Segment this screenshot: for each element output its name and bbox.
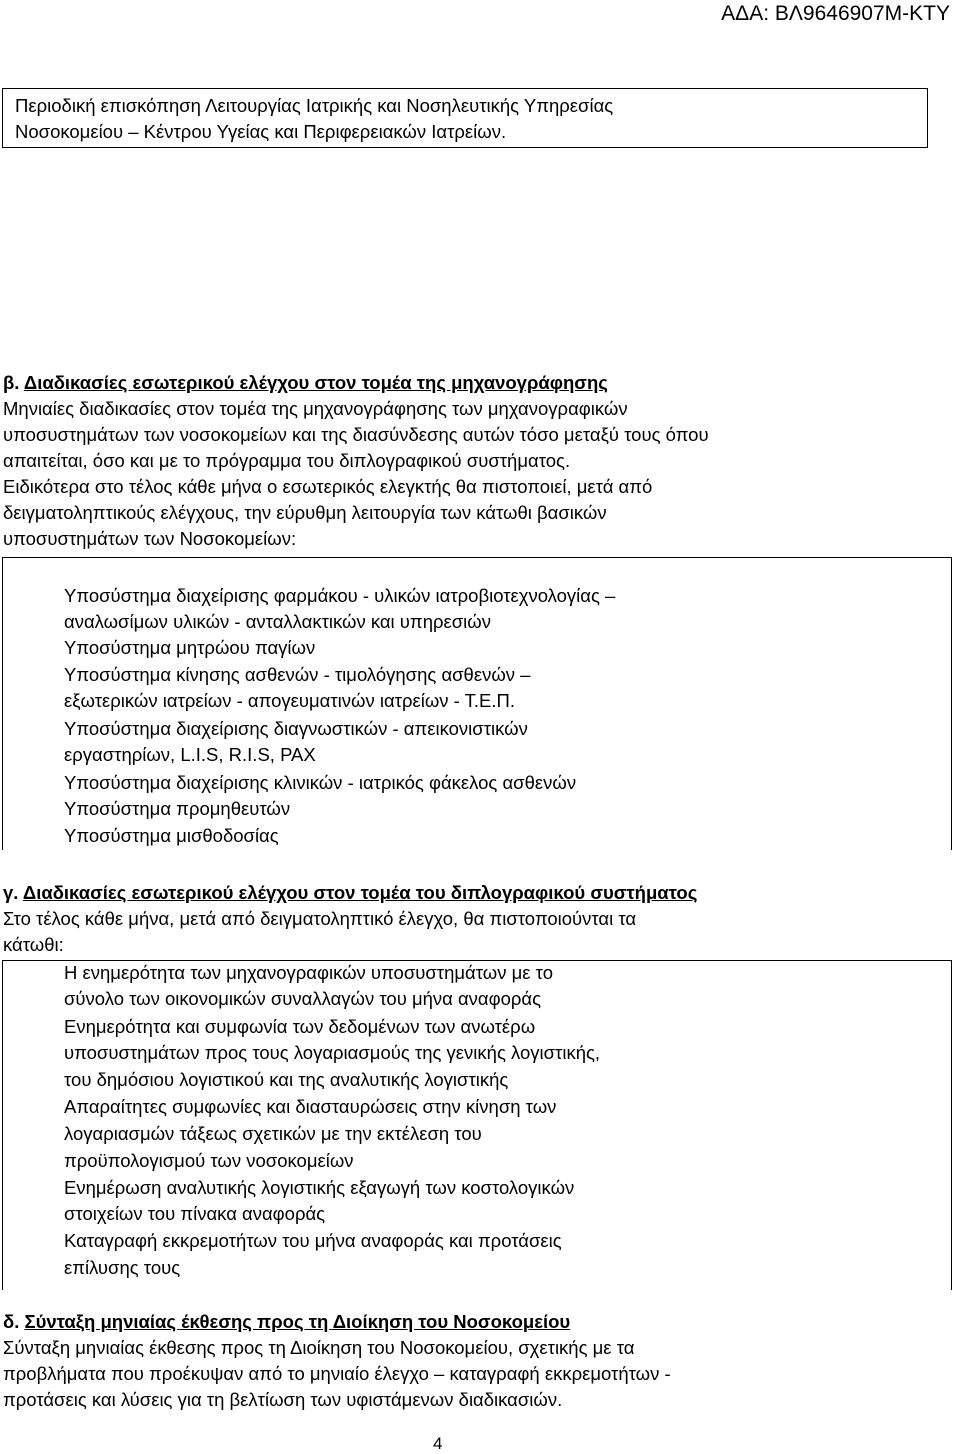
section-d-heading bbox=[3, 1309, 953, 1335]
list-item: επίλυσης τους bbox=[64, 1257, 181, 1278]
section-c-line: Στο τέλος κάθε μήνα, μετά από δειγματοληπτικό έλεγχο, θα πιστοποιούνται τα bbox=[3, 908, 637, 929]
list-item: Υποσύστημα μισθοδοσίας bbox=[64, 825, 279, 846]
list-item: αναλωσίμων υλικών - ανταλλακτικών και υπηρεσιών bbox=[64, 611, 491, 632]
section-b-heading bbox=[3, 370, 953, 396]
list-item: υποσυστημάτων προς τους λογαριασμούς της γενικής λογιστικής, bbox=[64, 1042, 601, 1063]
list-item: του δημόσιου λογιστικού και της αναλυτικής λογιστικής bbox=[64, 1069, 509, 1090]
section-c-prefix: γ. bbox=[3, 882, 23, 903]
ada-code: ΑΔΑ: ΒΛ9646907Μ-ΚΤΥ bbox=[721, 2, 950, 25]
list-item: λογαριασμών τάξεως σχετικών με την εκτέλεση του bbox=[64, 1123, 482, 1144]
list-item: Υποσύστημα μητρώου παγίων bbox=[64, 637, 316, 658]
section-b bbox=[3, 370, 953, 552]
section-b-prefix: β. bbox=[3, 372, 24, 393]
section-b-line: Μηνιαίες διαδικασίες στον τομέα της μηχανογράφησης των μηχανογραφικών bbox=[3, 398, 628, 419]
list-item: εργαστηρίων, L.I.S, R.I.S, PAX bbox=[64, 744, 316, 765]
list-item: Υποσύστημα προμηθευτών bbox=[64, 798, 291, 819]
section-c-title: Διαδικασίες εσωτερικού ελέγχου στον τομέα του διπλογραφικού συστήματος bbox=[22, 882, 698, 903]
intro-line: Περιοδική επισκόπηση Λειτουργίας Ιατρικής και Νοσηλευτικής Υπηρεσίας bbox=[15, 95, 614, 116]
list-item: στοιχείων του πίνακα αναφοράς bbox=[64, 1203, 326, 1224]
section-b-line: υποσυστημάτων των Νοσοκομείων: bbox=[3, 528, 297, 549]
page-number: 4 bbox=[433, 1434, 443, 1453]
section-c bbox=[3, 880, 953, 958]
section-b-line: υποσυστημάτων των νοσοκομείων και της διασύνδεσης αυτών τόσο μεταξύ τους όπου bbox=[3, 424, 709, 445]
section-d-line: προτάσεις και λύσεις για τη βελτίωση των υφιστάμενων διαδικασιών. bbox=[3, 1389, 563, 1410]
list-item: εξωτερικών ιατρείων - απογευματινών ιατρείων - Τ.Ε.Π. bbox=[64, 690, 516, 711]
list-item: προϋπολογισμού των νοσοκομείων bbox=[64, 1150, 354, 1171]
section-b-title: Διαδικασίες εσωτερικού ελέγχου στον τομέα της μηχανογράφησης bbox=[23, 372, 608, 393]
list-item: Υποσύστημα κίνησης ασθενών - τιμολόγησης ασθενών – bbox=[64, 664, 531, 685]
list-item: Ενημερότητα και συμφωνία των δεδομένων των ανωτέρω bbox=[64, 1016, 536, 1037]
section-b-line: απαιτείται, όσο και με το πρόγραμμα του διπλογραφικού συστήματος. bbox=[3, 450, 571, 471]
section-d bbox=[3, 1309, 953, 1413]
list-item: σύνολο των οικονομικών συναλλαγών του μήνα αναφοράς bbox=[64, 988, 542, 1009]
list-item: Απαραίτητες συμφωνίες και διασταυρώσεις στην κίνηση των bbox=[64, 1096, 557, 1117]
section-d-line: Σύνταξη μηνιαίας έκθεσης προς τη Διοίκηση του Νοσοκομείου, σχετικής με τα bbox=[3, 1337, 635, 1358]
section-d-title: Σύνταξη μηνιαίας έκθεσης προς τη Διοίκηση του Νοσοκομείου bbox=[24, 1311, 571, 1332]
section-d-prefix: δ. bbox=[3, 1311, 25, 1332]
section-b-line: δειγματοληπτικούς ελέγχους, την εύρυθμη λειτουργία των κάτωθι βασικών bbox=[3, 502, 607, 523]
intro-box bbox=[2, 88, 928, 148]
section-c-line: κάτωθι: bbox=[3, 934, 64, 955]
section-c-heading bbox=[3, 880, 953, 906]
section-d-line: προβλήματα που προέκυψαν από το μηνιαίο έλεγχο – καταγραφή εκκρεμοτήτων - bbox=[3, 1363, 671, 1384]
list-item: Υποσύστημα διαχείρισης κλινικών - ιατρικός φάκελος ασθενών bbox=[64, 772, 577, 793]
list-item: Η ενημερότητα των μηχανογραφικών υποσυστημάτων με το bbox=[64, 962, 554, 983]
intro-line: Νοσοκομείου – Κέντρου Υγείας και Περιφερειακών Ιατρείων. bbox=[15, 121, 507, 142]
list-item: Υποσύστημα διαχείρισης διαγνωστικών - απεικονιστικών bbox=[64, 718, 528, 739]
list-item: Καταγραφή εκκρεμοτήτων του μήνα αναφοράς και προτάσεις bbox=[64, 1230, 562, 1251]
section-b-line: Ειδικότερα στο τέλος κάθε μήνα ο εσωτερικός ελεγκτής θα πιστοποιεί, μετά από bbox=[3, 476, 653, 497]
list-item: Υποσύστημα διαχείρισης φαρμάκου - υλικών ιατροβιοτεχνολογίας – bbox=[64, 585, 616, 606]
list-item: Ενημέρωση αναλυτικής λογιστικής εξαγωγή των κοστολογικών bbox=[64, 1177, 575, 1198]
